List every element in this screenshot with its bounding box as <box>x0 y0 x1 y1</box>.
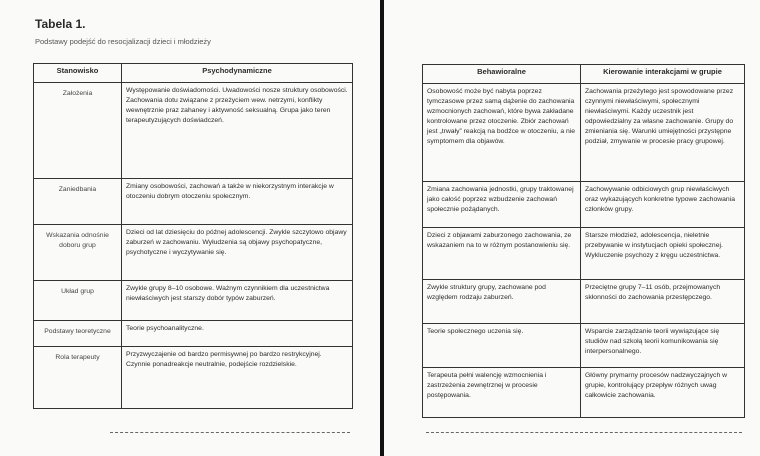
table-row <box>34 347 353 409</box>
left-table <box>33 63 353 409</box>
column-header-psychodynamiczne: Psychodynamiczne <box>122 64 353 83</box>
column-header-kierowanie-interakcjami: Kierowanie interakcjami w grupie <box>581 65 745 84</box>
behavioral-cell: Zwykle struktury grupy, zachowane pod względem rodzaju zaburzeń. <box>423 280 581 324</box>
row-label: Rola terapeuty <box>34 347 122 409</box>
interaction-cell: Starsze młodzież, adolescencja, nieletnie przebywanie w instytucjach opieki społecznej. Wykluczenie psychozy z kręgu uczestnictwa. <box>581 228 745 280</box>
interaction-cell: Zachowywanie odbiciowych grup niewłaściwych oraz wykazujących konkretne typowe zachowania członków grupy. <box>581 182 745 228</box>
column-header-stanowisko: Stanowisko <box>34 64 122 83</box>
row-text: Przyzwyczajenie od bardzo permisywnej po bardzo restrykcyjnej. Czynnie ponadreakcje neutralnie, podejście rozdzielskie. <box>122 347 353 409</box>
row-label: Podstawy teoretyczne <box>34 321 122 347</box>
table-row <box>34 225 353 281</box>
table-row <box>34 179 353 225</box>
table-row <box>423 84 745 182</box>
table-title: Tabela 1. <box>35 17 86 31</box>
interaction-cell: Główny prymarny procesów nadzwyczajnych w grupie, kontrolujący przepływ różnych uwag całkowicie zachowania. <box>581 368 745 418</box>
table-row <box>423 280 745 324</box>
row-label: Układ grup <box>34 281 122 321</box>
table-row <box>423 228 745 280</box>
row-text: Występowanie doświadomości. Uwadowości nosze struktury osobowości. Zachowania dotu związane z przeżyciem wew. netrzymi, konflikty wewnętrznie praz zahaney i aktywność seksualną. Grupa jako teren terapeutyzujących doświadczeń. <box>122 83 353 179</box>
table-row <box>423 324 745 368</box>
behavioral-cell: Terapeuta pełni walencję wzmocnienia i zastrzeżenia zewnętrznej w procesie postępowania. <box>423 368 581 418</box>
table-row <box>423 182 745 228</box>
row-label: Założenia <box>34 83 122 179</box>
row-text: Zmiany osobowości, zachowań a także w niekorzystnym interakcje w otoczeniu dobrym otoczeniu społecznym. <box>122 179 353 225</box>
table-row <box>34 281 353 321</box>
dashed-rule <box>110 432 350 433</box>
interaction-cell: Przeciętne grupy 7–11 osób, przejmowanych skłonności do zachowania przestępczego. <box>581 280 745 324</box>
behavioral-cell: Osobowość może być nabyta poprzez tymczasowe przez samą dążenie do zachowania wzmocnionych zachowań, które bywa zakładane kontrolowane przez otoczenie. Zbiór zachowań jest „trwały” reakcją na bodźce w otoczeniu, a nie symptomem dla objawów. <box>423 84 581 182</box>
row-label: Zaniedbania <box>34 179 122 225</box>
row-label: Wskazania odnośnie doboru grup <box>34 225 122 281</box>
table-row <box>34 321 353 347</box>
behavioral-cell: Dzieci z objawami zaburzonego zachowania, ze wskazaniem na to w różnym postanowieniu się. <box>423 228 581 280</box>
behavioral-cell: Teorie społecznego uczenia się. <box>423 324 581 368</box>
column-header-behawioralne: Behawioralne <box>423 65 581 84</box>
right-table <box>422 64 745 418</box>
interaction-cell: Wsparcie zarządzanie teorii wywiązujące się studiów nad szkołą teorii komunikowania się interpersonalnego. <box>581 324 745 368</box>
table-subtitle: Podstawy podejść do resocjalizacji dzieci i młodzieży <box>35 37 211 46</box>
behavioral-cell: Zmiana zachowania jednostki, grupy traktowanej jako całość poprzez wzbudzenie zachowań społecznie pożądanych. <box>423 182 581 228</box>
table-row <box>423 368 745 418</box>
row-text: Teorie psychoanalityczne. <box>122 321 353 347</box>
interaction-cell: Zachowania przeżytego jest spowodowane przez czynnymi niewłaściwymi, społecznymi niewłaściwymi. Każdy uczestnik jest odpowiedzialny za własne zachowanie. Grupy do zmieniania się. Warunki umiejętności przystępne podział, zmywanie w procesie pracy grupowej. <box>581 84 745 182</box>
row-text: Dzieci od lat dziesięciu do późnej adolescencji. Zwykle szczytowo objawy zaburzeń w zachowaniu. Wyłudzenia są objawy psychopatyczne, psychotyczne i wyczytywanie się. <box>122 225 353 281</box>
table-row <box>34 83 353 179</box>
dashed-rule <box>426 432 742 433</box>
row-text: Zwykle grupy 8–10 osobowe. Ważnym czynnikiem dla uczestnictwa niewłaściwych jest starszy dobór typów zaburzeń. <box>122 281 353 321</box>
